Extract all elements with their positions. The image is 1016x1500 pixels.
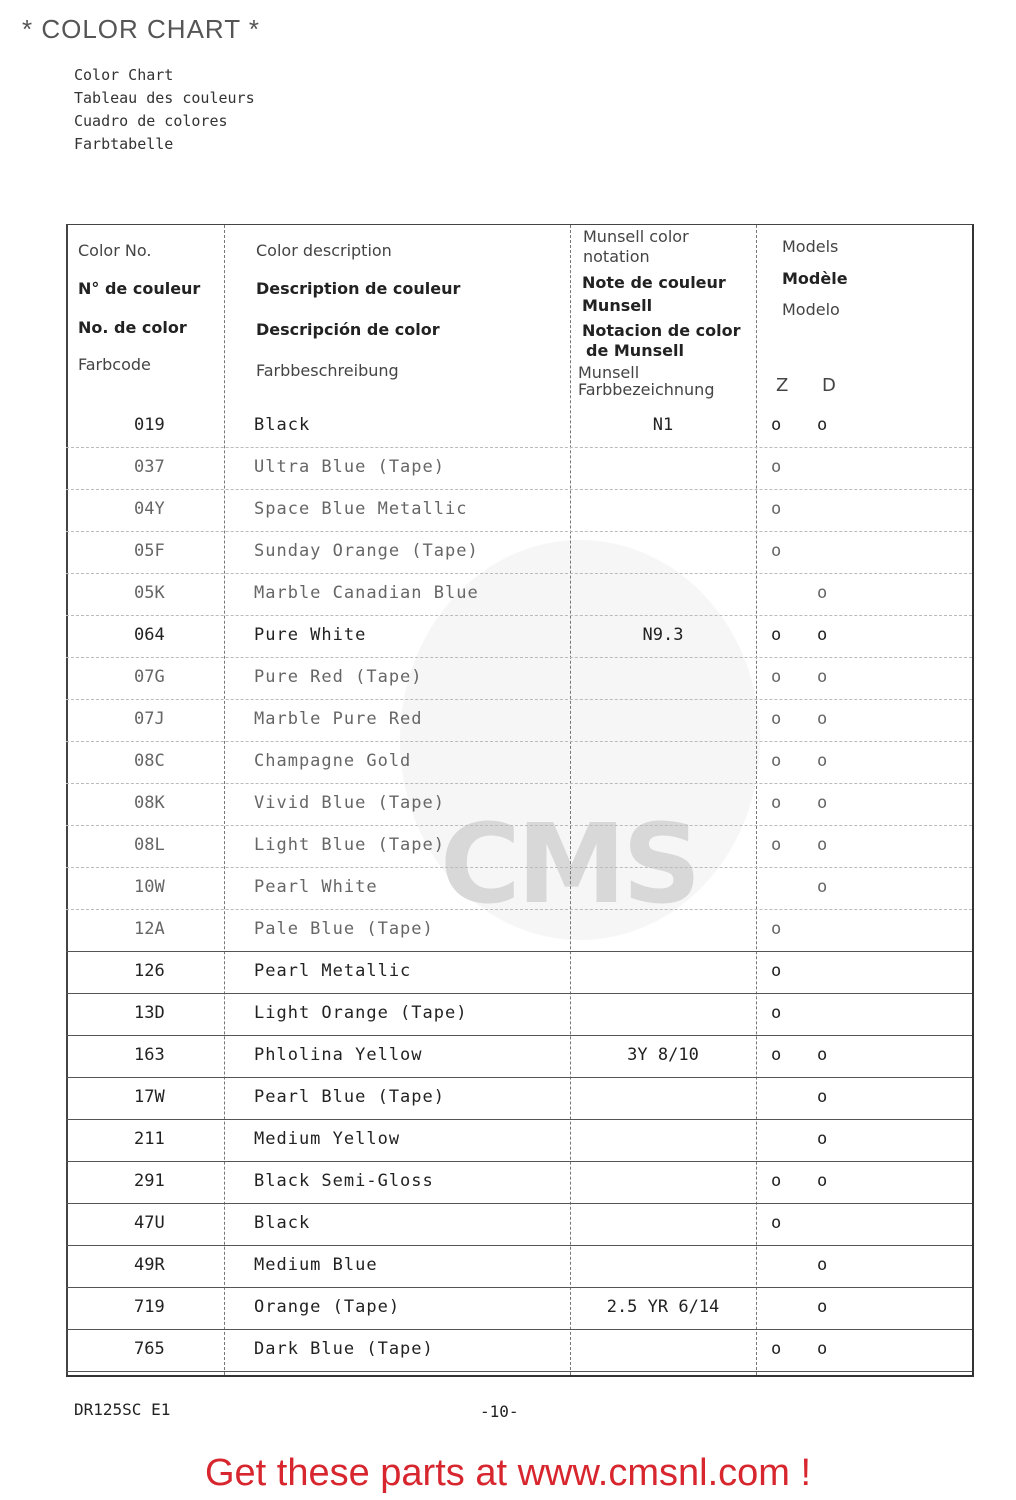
model-d-mark: o bbox=[817, 1297, 828, 1317]
color-description: Pale Blue (Tape) bbox=[254, 919, 434, 939]
page-title: * COLOR CHART * bbox=[22, 14, 260, 44]
color-code: 064 bbox=[134, 625, 165, 645]
model-z-mark: o bbox=[771, 919, 782, 939]
table-row bbox=[66, 1287, 972, 1330]
model-z-mark: o bbox=[771, 1003, 782, 1023]
color-description: Black bbox=[254, 1213, 311, 1233]
color-code: 07J bbox=[134, 709, 165, 729]
model-d-mark: o bbox=[817, 667, 828, 687]
table-row bbox=[66, 867, 972, 910]
table-row bbox=[66, 531, 972, 574]
model-z-mark: o bbox=[771, 1339, 782, 1359]
table-row bbox=[66, 783, 972, 826]
model-d-mark: o bbox=[817, 835, 828, 855]
color-description: Pure White bbox=[254, 625, 367, 645]
table-row bbox=[66, 1077, 972, 1120]
model-d-mark: o bbox=[817, 1087, 828, 1107]
color-description: Medium Yellow bbox=[254, 1129, 401, 1149]
model-d-mark: o bbox=[817, 1255, 828, 1275]
model-d-mark: o bbox=[817, 1129, 828, 1149]
header-munsell-en-2: notation bbox=[583, 247, 650, 266]
table-row bbox=[66, 951, 972, 994]
model-d-mark: o bbox=[817, 1339, 828, 1359]
subtitle-de: Farbtabelle bbox=[74, 135, 174, 153]
color-description: Orange (Tape) bbox=[254, 1297, 401, 1317]
color-code: 08K bbox=[134, 793, 165, 813]
header-munsell-es: Notacion de color bbox=[582, 321, 741, 340]
watermark-text: CMS bbox=[440, 800, 698, 928]
subtitle-es: Cuadro de colores bbox=[74, 112, 228, 130]
model-z-mark: o bbox=[771, 961, 782, 981]
color-description: Dark Blue (Tape) bbox=[254, 1339, 434, 1359]
color-code: 765 bbox=[134, 1339, 165, 1359]
model-z-mark: o bbox=[771, 499, 782, 519]
color-description: Pearl Metallic bbox=[254, 961, 412, 981]
model-z-mark: o bbox=[771, 709, 782, 729]
subtitle-en: Color Chart bbox=[74, 66, 174, 84]
munsell-notation: N9.3 bbox=[642, 625, 684, 645]
table-row bbox=[66, 993, 972, 1036]
model-z-mark: o bbox=[771, 415, 782, 435]
model-d-mark: o bbox=[817, 583, 828, 603]
header-munsell-en: Munsell color bbox=[583, 227, 689, 246]
header-code-es: No. de color bbox=[78, 318, 187, 337]
color-code: 163 bbox=[134, 1045, 165, 1065]
color-description: Vivid Blue (Tape) bbox=[254, 793, 445, 813]
table-row bbox=[66, 1329, 972, 1372]
model-z-mark: o bbox=[771, 835, 782, 855]
color-code: 05K bbox=[134, 583, 165, 603]
color-code: 47U bbox=[134, 1213, 165, 1233]
header-desc-es: Descripción de color bbox=[256, 320, 440, 339]
table-row bbox=[66, 489, 972, 532]
table-row bbox=[66, 825, 972, 868]
table-row bbox=[66, 909, 972, 952]
header-munsell-de-2: Farbbezeichnung bbox=[578, 380, 715, 399]
table-row bbox=[66, 615, 972, 658]
color-description: Sunday Orange (Tape) bbox=[254, 541, 479, 561]
promo-banner-link[interactable]: Get these parts at www.cmsnl.com ! bbox=[204, 1452, 812, 1494]
munsell-notation: N1 bbox=[652, 415, 674, 435]
color-description: Space Blue Metallic bbox=[254, 499, 468, 519]
model-d-mark: o bbox=[817, 625, 828, 645]
header-models-fr: Modèle bbox=[782, 269, 848, 288]
header-munsell-fr-2: Munsell bbox=[582, 296, 653, 315]
footer-model-code: DR125SC E1 bbox=[74, 1400, 171, 1419]
table-row bbox=[66, 1245, 972, 1288]
color-description: Champagne Gold bbox=[254, 751, 412, 771]
table-row bbox=[66, 405, 972, 448]
model-z-mark: o bbox=[771, 541, 782, 561]
header-models-en: Models bbox=[782, 237, 839, 256]
color-code: 08C bbox=[134, 751, 165, 771]
model-d-mark: o bbox=[817, 1171, 828, 1191]
subtitle-fr: Tableau des couleurs bbox=[74, 89, 255, 107]
color-code: 08L bbox=[134, 835, 165, 855]
header-desc-de: Farbbeschreibung bbox=[256, 361, 399, 380]
color-code: 05F bbox=[134, 541, 165, 561]
model-z-mark: o bbox=[771, 1171, 782, 1191]
header-code-fr: N° de couleur bbox=[78, 279, 201, 298]
header-desc-en: Color description bbox=[256, 241, 392, 260]
color-description: Medium Blue bbox=[254, 1255, 378, 1275]
color-code: 13D bbox=[134, 1003, 165, 1023]
color-code: 17W bbox=[134, 1087, 165, 1107]
color-code: 126 bbox=[134, 961, 165, 981]
model-z-mark: o bbox=[771, 793, 782, 813]
table-row bbox=[66, 1161, 972, 1204]
color-description: Marble Pure Red bbox=[254, 709, 423, 729]
table-row bbox=[66, 741, 972, 784]
model-d-mark: o bbox=[817, 709, 828, 729]
color-code: 037 bbox=[134, 457, 165, 477]
color-code: 019 bbox=[134, 415, 165, 435]
color-description: Pure Red (Tape) bbox=[254, 667, 423, 687]
color-code: 07G bbox=[134, 667, 165, 687]
color-code: 211 bbox=[134, 1129, 165, 1149]
header-model-z: Z bbox=[776, 375, 789, 396]
model-d-mark: o bbox=[817, 877, 828, 897]
model-z-mark: o bbox=[771, 1045, 782, 1065]
color-chart-table bbox=[66, 224, 974, 1377]
color-description: Pearl Blue (Tape) bbox=[254, 1087, 445, 1107]
table-row bbox=[66, 699, 972, 742]
model-d-mark: o bbox=[817, 1045, 828, 1065]
header-munsell-de: Munsell bbox=[578, 363, 640, 382]
model-z-mark: o bbox=[771, 751, 782, 771]
color-code: 291 bbox=[134, 1171, 165, 1191]
color-description: Black Semi-Gloss bbox=[254, 1171, 434, 1191]
table-row bbox=[66, 657, 972, 700]
color-description: Phlolina Yellow bbox=[254, 1045, 423, 1065]
header-models-es: Modelo bbox=[782, 300, 840, 319]
color-description: Black bbox=[254, 415, 311, 435]
header-code-en: Color No. bbox=[78, 241, 152, 260]
table-row bbox=[66, 1203, 972, 1246]
table-row bbox=[66, 1119, 972, 1162]
model-z-mark: o bbox=[771, 457, 782, 477]
color-code: 719 bbox=[134, 1297, 165, 1317]
footer-page-number: -10- bbox=[480, 1402, 519, 1421]
color-code: 49R bbox=[134, 1255, 165, 1275]
model-d-mark: o bbox=[817, 751, 828, 771]
header-model-d: D bbox=[822, 375, 836, 396]
table-row bbox=[66, 573, 972, 616]
header-munsell-fr: Note de couleur bbox=[582, 273, 726, 292]
color-description: Pearl White bbox=[254, 877, 378, 897]
table-row bbox=[66, 447, 972, 490]
color-code: 04Y bbox=[134, 499, 165, 519]
header-desc-fr: Description de couleur bbox=[256, 279, 461, 298]
model-z-mark: o bbox=[771, 625, 782, 645]
header-munsell-es-2: de Munsell bbox=[586, 341, 684, 360]
header-code-de: Farbcode bbox=[78, 355, 151, 374]
munsell-notation: 3Y 8/10 bbox=[627, 1045, 699, 1065]
color-description: Light Orange (Tape) bbox=[254, 1003, 468, 1023]
color-code: 12A bbox=[134, 919, 165, 939]
color-description: Light Blue (Tape) bbox=[254, 835, 445, 855]
model-z-mark: o bbox=[771, 1213, 782, 1233]
color-description: Ultra Blue (Tape) bbox=[254, 457, 445, 477]
model-z-mark: o bbox=[771, 667, 782, 687]
table-row bbox=[66, 1035, 972, 1078]
color-description: Marble Canadian Blue bbox=[254, 583, 479, 603]
model-d-mark: o bbox=[817, 415, 828, 435]
munsell-notation: 2.5 YR 6/14 bbox=[606, 1297, 720, 1317]
color-code: 10W bbox=[134, 877, 165, 897]
model-d-mark: o bbox=[817, 793, 828, 813]
